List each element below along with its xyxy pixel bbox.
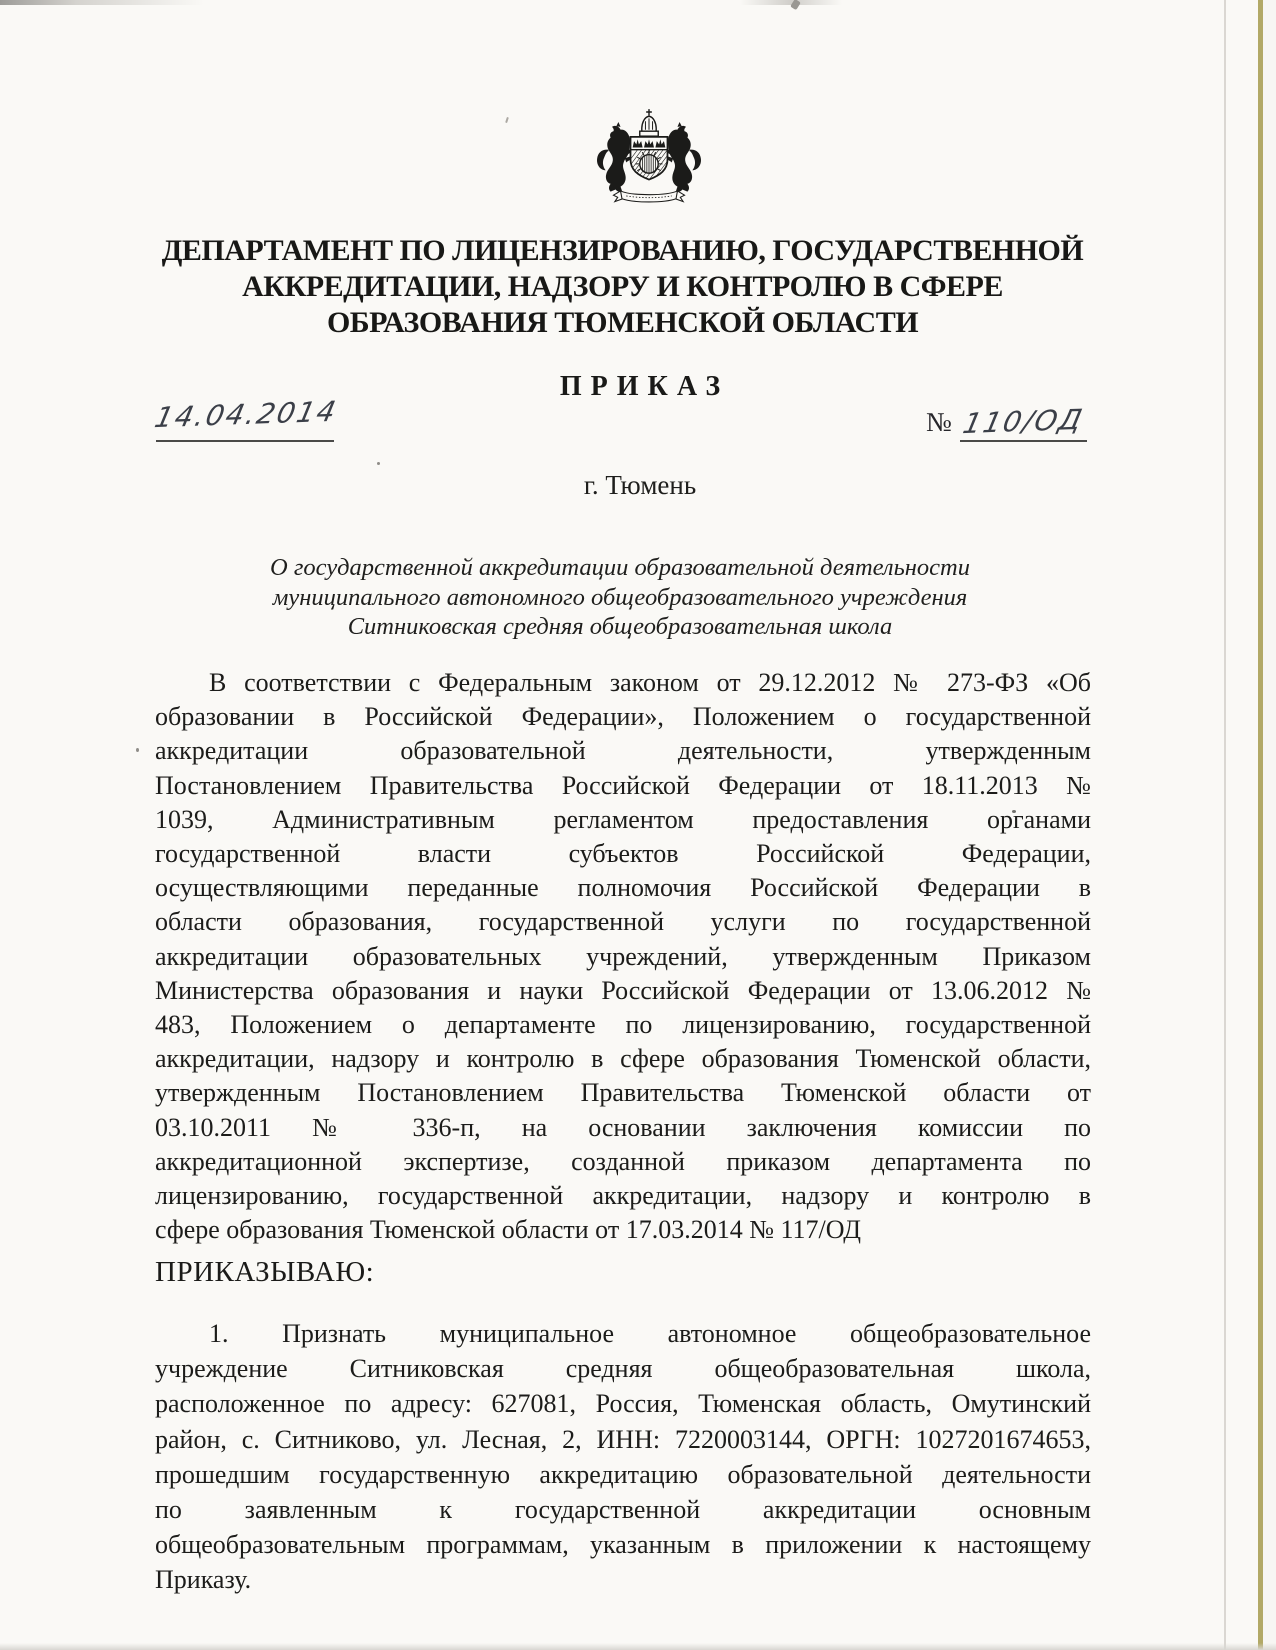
text-line: аккредитации образовательной деятельности, утвержденным <box>155 736 1091 766</box>
number-field <box>926 398 1087 442</box>
subject-line: О государственной аккредитации образовательной деятельности <box>270 554 970 581</box>
scan-fold-line <box>1224 0 1226 1650</box>
scan-speck <box>505 117 509 123</box>
text-line: по заявленным к государственной аккредитации основным <box>155 1495 1091 1525</box>
text-line: 483, Положением о департаменте по лицензированию, государственной <box>155 1010 1091 1040</box>
item-1-paragraph <box>155 1316 1091 1598</box>
number-sign-label: № <box>926 407 952 437</box>
text-line: сфере образования Тюменской области от 17.03.2014 № 117/ОД <box>155 1215 861 1245</box>
text-line: утвержденным Постановлением Правительства Тюменской области от <box>155 1078 1091 1108</box>
subject-line: Ситниковская средняя общеобразовательная школа <box>347 613 893 640</box>
text-line: образовании в Российской Федерации», Положением о государственной <box>155 702 1091 732</box>
text-line: В соответствии с Федеральным законом от 29.12.2012 № 273-ФЗ «Об <box>209 668 1091 697</box>
text-line: 1. Признать муниципальное автономное общеобразовательное <box>209 1319 1091 1348</box>
date-field <box>151 394 341 442</box>
body-paragraph <box>155 666 1091 1247</box>
text-line: учреждение Ситниковская средняя общеобразовательная школа, <box>155 1354 1091 1384</box>
tyumen-coat-of-arms-icon <box>585 104 713 211</box>
text-line: Приказу. <box>155 1565 252 1595</box>
scan-bottom-edge <box>0 1643 1276 1650</box>
subject-line: муниципального автономного общеобразовательного учреждения <box>272 583 968 611</box>
city-line: г. Тюмень <box>583 470 697 500</box>
text-line: лицензированию, государственной аккредитации, надзору и контролю в <box>155 1181 1091 1211</box>
org-name-line: ОБРАЗОВАНИЯ ТЮМЕНСКОЙ ОБЛАСТИ <box>326 306 919 339</box>
text-line: 03.10.2011 № 336-п, на основании заключения комиссии по <box>155 1112 1091 1142</box>
scan-speck <box>377 462 380 465</box>
resolve-word: ПРИКАЗЫВАЮ: <box>155 1256 375 1288</box>
text-line: Министерства образования и науки Российской Федерации от 13.06.2012 № <box>155 975 1091 1005</box>
scan-right-margin <box>1263 0 1276 1650</box>
text-line: расположенное по адресу: 627081, Россия, Тюменская область, Омутинский <box>155 1389 1091 1419</box>
text-line: общеобразовательным программам, указанным в приложении к настоящему <box>155 1530 1091 1560</box>
org-name-line: ДЕПАРТАМЕНТ ПО ЛИЦЕНЗИРОВАНИЮ, ГОСУДАРСТВЕННОЙ <box>161 234 1084 267</box>
number-value-field <box>959 402 1087 442</box>
text-line: аккредитации образовательных учреждений, утвержденным Приказом <box>155 941 1091 971</box>
doc-type-title: ПРИКАЗ <box>559 371 730 402</box>
text-line: Постановлением Правительства Российской Федерации от 18.11.2013 № <box>155 770 1091 800</box>
scan-page-edge-line <box>1258 0 1263 1650</box>
subject-block <box>150 553 1090 642</box>
text-line: аккредитации, надзору и контролю в сфере образования Тюменской области, <box>155 1044 1091 1074</box>
text-line: аккредитационной экспертизе, созданной приказом департамента по <box>155 1146 1091 1176</box>
text-line: прошедшим государственную аккредитацию образовательной деятельности <box>155 1459 1091 1489</box>
org-name-line: АККРЕДИТАЦИИ, НАДЗОРУ И КОНТРОЛЮ В СФЕРЕ <box>242 270 1003 303</box>
date-handwritten: 14.04.2014 <box>151 394 341 435</box>
text-line: государственной власти субъектов Российской Федерации, <box>155 839 1091 869</box>
scan-top-edge <box>0 0 1276 5</box>
text-line: 1039, Административным регламентом предоставления органами <box>155 804 1091 834</box>
scan-smudge <box>790 0 801 10</box>
scan-speck <box>136 748 139 752</box>
org-name <box>155 233 1090 341</box>
text-line: области образования, государственной услуги по государственной <box>155 907 1091 937</box>
text-line: район, с. Ситниково, ул. Лесная, 2, ИНН: 7220003144, ОРГН: 1027201674653, <box>155 1424 1091 1454</box>
number-handwritten: 110/ОД <box>959 402 1087 441</box>
text-line: осуществляющими переданные полномочия Российской Федерации в <box>155 873 1091 903</box>
